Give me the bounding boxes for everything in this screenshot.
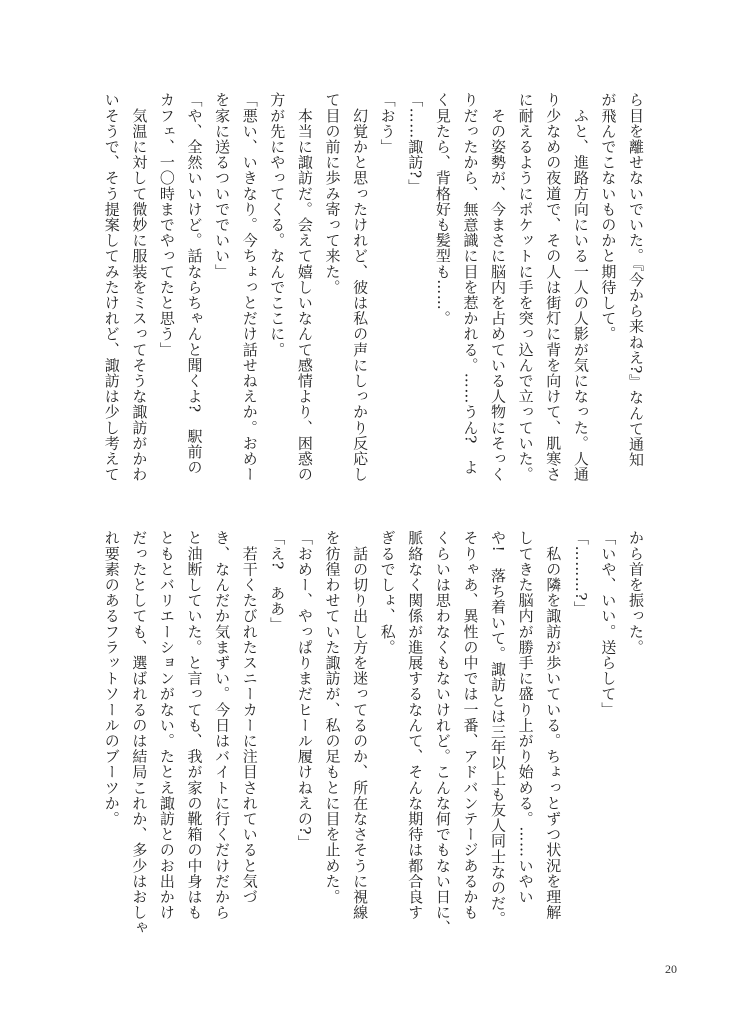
text-line: 若干くたびれたスニーカーに注目されていると気づ bbox=[240, 530, 259, 905]
dialogue-line: 「おめー、やっぱりまだヒール履けねえの?」 bbox=[295, 530, 314, 851]
dialogue-line: 「おう」 bbox=[378, 92, 397, 155]
text-line: いそうで、そう提案してみたけれど、諏訪は少し考えて bbox=[102, 92, 121, 482]
dialogue-line: 「悪い、いきなり。今ちょっとだけ話せねえか。おめー bbox=[240, 92, 259, 482]
dialogue-line: 「いや、いい。送らして」 bbox=[599, 530, 618, 718]
text-block-upper bbox=[102, 92, 649, 502]
text-line: が飛んでこないものかと期待して。 bbox=[599, 92, 618, 342]
text-line: 話の切り出し方を迷ってるのか、所在なさそうに視線 bbox=[351, 530, 370, 920]
dialogue-line: 「………?」 bbox=[571, 530, 590, 617]
text-line: 私の隣を諏訪が歩いている。ちょっとずつ状況を理解 bbox=[544, 530, 563, 920]
text-line: から首を振った。 bbox=[627, 530, 645, 655]
text-line: り少なめの夜道で、その人は街灯に背を向けて、肌寒さ bbox=[544, 92, 563, 482]
text-line: 気温に対して微妙に服装をミスってそうな諏訪がかわ bbox=[130, 92, 149, 482]
text-line: や! 落ち着いて。諏訪とは三年以上も友人同士なのだ。 bbox=[489, 530, 508, 927]
dialogue-line: 「や、全然いいけど。話ならちゃんと聞くよ? 駅前の bbox=[185, 92, 204, 476]
text-line: き、なんだか気まずい。今日はバイトに行くだけだから bbox=[213, 530, 232, 920]
text-line: と油断していた。と言っても、我が家の靴箱の中身はも bbox=[185, 530, 204, 920]
text-line: て目の前に歩み寄って来た。 bbox=[323, 92, 342, 295]
text-line: だったとしても、選ばれるのは結局これか、多少はおしゃ bbox=[130, 530, 149, 936]
text-line: ら目を離せないでいた。『今から来ねえ?』なんて通知 bbox=[627, 92, 645, 468]
dialogue-line: 「……諏訪?」 bbox=[406, 92, 425, 195]
text-line: 幻覚かと思ったけれど、彼は私の声にしっかり反応し bbox=[351, 92, 370, 482]
text-line: ぎるでしょ、私。 bbox=[378, 530, 397, 655]
text-line: ふと、進路方向にいる一人の人影が気になった。人通 bbox=[571, 92, 590, 482]
text-line: ともとバリエーションがない。たとえ諏訪とのお出かけ bbox=[157, 530, 176, 920]
page-number: 20 bbox=[665, 962, 677, 976]
text-line: く見たら、背格好も髪型も……。 bbox=[433, 92, 452, 326]
text-line: を彷徨わせていた諏訪が、私の足もとに目を止めた。 bbox=[323, 530, 342, 905]
text-line: 本当に諏訪だ。会えて嬉しいなんて感情より、困惑の bbox=[295, 92, 314, 482]
text-line: りだったから、無意識に目を惹かれる。……うん? よ bbox=[461, 92, 480, 476]
text-line: してきた脳内が勝手に盛り上がり始める。……いやい bbox=[516, 530, 535, 905]
text-line: そりゃあ、異性の中では一番、アドバンテージあるかも bbox=[461, 530, 480, 920]
text-line: れ要素のあるフラットソールのブーツか。 bbox=[102, 530, 121, 827]
text-block-lower bbox=[102, 530, 649, 936]
dialogue-line: 「え? ああ」 bbox=[268, 530, 287, 633]
dialogue-line: を家に送るついででいい」 bbox=[213, 92, 232, 280]
text-line: その姿勢が、今まさに脳内を占めている人物にそっく bbox=[489, 92, 508, 482]
text-line: に耐えるようにポケットに手を突っ込んで立っていた。 bbox=[516, 92, 535, 482]
text-line: 脈絡なく関係が進展するなんて、そんな期待は都合良す bbox=[406, 530, 425, 920]
text-line: 方が先にやってくる。なんでここに。 bbox=[268, 92, 287, 358]
text-line: くらいは思わなくもないけれど。こんな何でもない日に、 bbox=[433, 530, 452, 936]
dialogue-line: カフェ、一〇時までやってたと思う」 bbox=[157, 92, 176, 358]
